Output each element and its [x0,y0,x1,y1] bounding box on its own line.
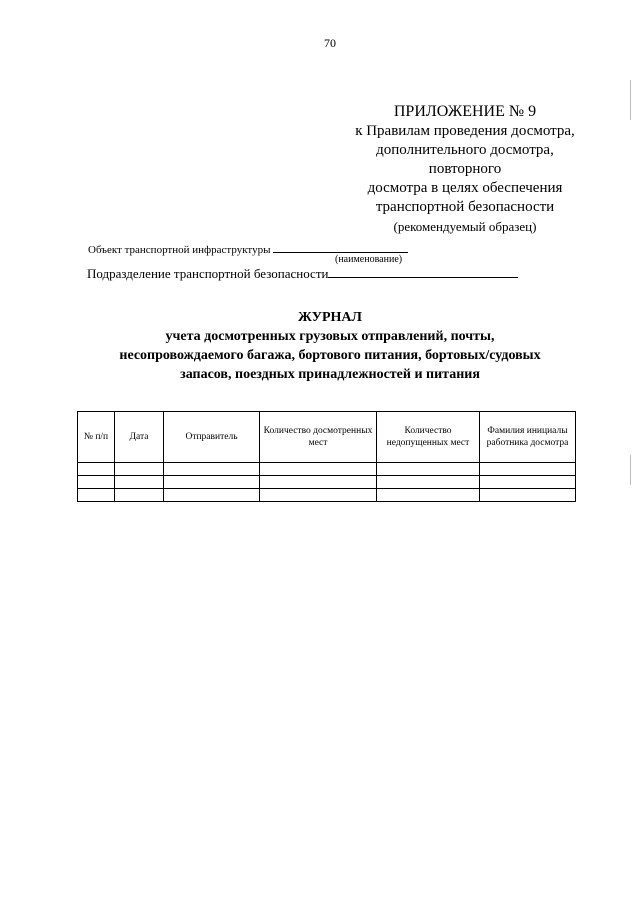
table-cell [164,463,260,476]
table-cell [78,489,115,502]
appendix-line: к Правилам проведения досмотра, [355,123,575,139]
scan-edge-mark [630,455,631,485]
table-cell [260,476,377,489]
table-cell [115,463,164,476]
table-cell [480,463,576,476]
table-row [78,489,576,502]
column-header-inspected: Количество досмотренных мест [260,412,377,463]
table-cell [480,476,576,489]
appendix-line: досмотра в целях обеспечения [367,180,563,196]
object-blank-line [273,242,408,253]
table-row [78,463,576,476]
journal-subtitle-line: учета досмотренных грузовых отправлений, почты, [165,329,495,344]
journal-heading [70,308,590,384]
subdivision-blank-line [328,265,518,278]
journal-title: ЖУРНАЛ [298,310,362,325]
appendix-title: ПРИЛОЖЕНИЕ № 9 [393,103,537,120]
object-note: (наименование) [335,254,403,265]
table-cell [115,489,164,502]
column-header-number: № п/п [78,412,115,463]
table-cell [260,463,377,476]
table-cell [377,463,480,476]
subdivision-label: Подразделение транспортной безопасности [87,266,329,281]
appendix-line: повторного [428,161,502,177]
table-cell [115,476,164,489]
table-cell [377,476,480,489]
object-label: Объект транспортной инфраструктуры [88,244,271,256]
column-header-inspector: Фамилия инициалы работника досмотра [480,412,576,463]
table-cell [377,489,480,502]
journal-subtitle-line: запасов, поездных принадлежностей и питания [180,367,480,382]
table-cell [164,476,260,489]
table-row [78,476,576,489]
page-number: 70 [324,36,336,50]
table-cell [480,489,576,502]
table-cell [78,463,115,476]
table-cell [78,476,115,489]
journal-table [77,411,576,502]
appendix-line: дополнительного досмотра, [376,142,554,158]
journal-subtitle-line: несопровождаемого багажа, бортового питания, бортовых/судовых [119,348,541,363]
scan-edge-mark [630,80,631,120]
appendix-block [300,102,630,236]
table-cell [260,489,377,502]
appendix-note: (рекомендуемый образец) [393,219,537,234]
appendix-line: транспортной безопасности [375,199,555,215]
column-header-rejected: Количество недопущенных мест [377,412,480,463]
table-cell [164,489,260,502]
column-header-sender: Отправитель [164,412,260,463]
table-header-row [78,412,576,463]
subdivision-field [87,265,518,282]
column-header-date: Дата [115,412,164,463]
